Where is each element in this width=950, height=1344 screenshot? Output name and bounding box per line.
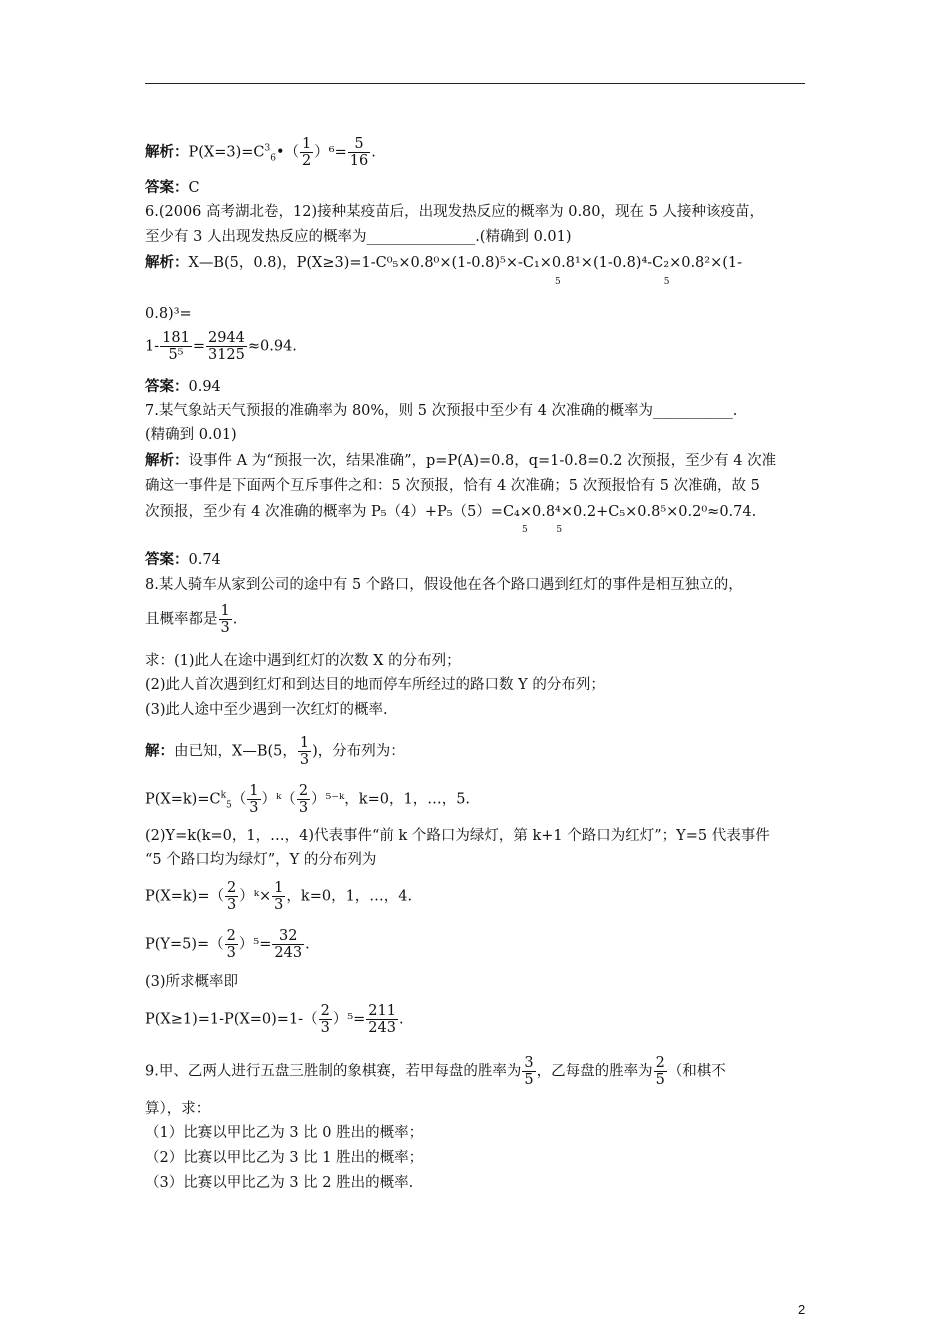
- question-8-part-2: (2)此人首次遇到红灯和到达目的地而停车所经过的路口数 Y 的分布列；: [145, 677, 605, 693]
- header-rule: [145, 83, 805, 84]
- solution-line-q8: 解：由已知，X—B(5， $\frac{1}{3}$ )，分布列为：: [145, 735, 405, 768]
- distribution-y: P(X=k)=（ $\frac{2}{3}$ ）ᵏ× $\frac{1}{3}$ ，k=0，1，…，4.: [145, 880, 413, 913]
- question-8-line-1: 8.某人骑车从家到公司的途中有 5 个路口，假设他在各个路口遇到红灯的事件是相互独立的，: [145, 577, 743, 593]
- solution-label: 解析：: [145, 143, 189, 161]
- fraction: $\frac{32}{243}$: [274, 928, 303, 961]
- solution-subscripts: 5 5: [555, 277, 670, 287]
- solution-line-q6-cont: 0.8)³=: [145, 306, 192, 322]
- solution-label: 解析：: [145, 254, 189, 271]
- answer-line-q7: 答案：0.74: [145, 551, 221, 568]
- question-6-line-1: 6.(2006 高考湖北卷，12)接种某疫苗后，出现发热反应的概率为 0.80，现在 5 人接种该疫苗，: [145, 204, 764, 220]
- probability-y5: P(Y=5)=（ $\frac{2}{3}$ ）⁵= $\frac{32}{243}$ .: [145, 928, 310, 961]
- question-7-line-1: 7.某气象站天气预报的准确率为 80%，则 5 次预报中至少有 4 次准确的概率为___________.: [145, 403, 738, 419]
- solution-subscripts: 5 5: [522, 525, 563, 535]
- solution-label: 解析：: [145, 452, 189, 469]
- solution-q8-part-3: (3)所求概率即: [145, 974, 239, 990]
- fraction: $\frac{2944}{3125}$: [207, 330, 245, 363]
- answer-label: 答案：: [145, 551, 189, 568]
- fraction: $\frac{2}{5}$: [655, 1055, 665, 1088]
- question-7-line-2: (精确到 0.01): [145, 427, 237, 443]
- solution-label: 解：: [145, 742, 174, 760]
- fraction: $\frac{1}{3}$: [249, 783, 259, 816]
- answer-label: 答案：: [145, 179, 189, 196]
- distribution-x: $P(X=k)=C^k_5$（ $\frac{1}{3}$ ）ᵏ（ $\frac{2}{3}$ ）⁵⁻ᵏ，k=0，1，…，5.: [145, 783, 471, 816]
- fraction: $\frac{181}{\text{5⁵}}$: [162, 330, 190, 363]
- fraction: $\frac{1}{3}$: [299, 735, 310, 768]
- question-8-part-1: 求：(1)此人在途中遇到红灯的次数 X 的分布列；: [145, 653, 461, 669]
- page-number: 2: [798, 1302, 806, 1317]
- fraction: $\frac{1}{3}$: [220, 603, 230, 636]
- solution-line-q6: 解析：X—B(5，0.8)，P(X≥3)=1-C⁰₅×0.8⁰×(1-0.8)⁵×-C₁×0.8¹×(1-0.8)⁴-C₂×0.8²×(1-: [145, 254, 743, 271]
- fraction: $\frac{1}{2}$: [302, 136, 312, 169]
- solution-line-q7-3: 次预报，至少有 4 次准确的概率为 P₅（4）+P₅（5）=C₄×0.8⁴×0.2+C₅×0.8⁵×0.2⁰≈0.74.: [145, 504, 757, 520]
- answer-label: 答案：: [145, 378, 189, 395]
- fraction: $\frac{2}{3}$: [298, 783, 309, 816]
- question-6-line-2: 至少有 3 人出现发热反应的概率为_______________.(精确到 0.01): [145, 229, 572, 245]
- answer-line-q6: 答案：0.94: [145, 378, 221, 395]
- fraction: $\frac{2}{3}$: [226, 880, 237, 913]
- fraction: $\frac{2}{3}$: [320, 1003, 330, 1036]
- solution-q8-part-2-line-2: “5 个路口均为绿灯”，Y 的分布列为: [145, 852, 377, 868]
- solution-result-q6: 1- $\frac{181}{\text{5⁵}}$ = $\frac{2944}{3125}$ ≈0.94.: [145, 330, 297, 363]
- fraction: $\frac{2}{3}$: [226, 928, 236, 961]
- question-8-part-3: (3)此人途中至少遇到一次红灯的概率.: [145, 702, 388, 718]
- fraction: $\frac{3}{5}$: [524, 1055, 534, 1088]
- question-9-line-1: 9.甲、乙两人进行五盘三胜制的象棋赛，若甲每盘的胜率为 $\frac{3}{5}$ ，乙每盘的胜率为 $\frac{2}{5}$ （和棋不: [145, 1055, 726, 1088]
- probability-at-least-one: P(X≥1)=1-P(X=0)=1-（ $\frac{2}{3}$ ）⁵= $\frac{211}{243}$ .: [145, 1003, 404, 1036]
- solution-line-q7-2: 确这一事件是下面两个互斥事件之和：5 次预报，恰有 4 次准确；5 次预报恰有 5 次准确，故 5: [145, 478, 760, 494]
- question-8-line-2: 且概率都是 $\frac{1}{3}$ .: [145, 603, 238, 636]
- fraction: $\frac{211}{243}$: [368, 1003, 396, 1036]
- fraction: $\frac{1}{3}$: [274, 880, 284, 913]
- question-9-part-2: （2）比赛以甲比乙为 3 比 1 胜出的概率；: [145, 1150, 424, 1166]
- solution-line-q5: 解析：$P(X=3)=C^3_6•$（ $\frac{1}{2}$ ）⁶= $\frac{5}{16}$ .: [145, 136, 376, 169]
- answer-line-q5: 答案：C: [145, 179, 200, 196]
- solution-line-q7: 解析：设事件 A 为“预报一次，结果准确”，p=P(A)=0.8，q=1-0.8=0.2 次预报，至少有 4 次准: [145, 452, 777, 469]
- question-9-line-2: 算），求：: [145, 1101, 211, 1117]
- question-9-part-3: （3）比赛以甲比乙为 3 比 2 胜出的概率.: [145, 1175, 414, 1191]
- solution-q8-part-2-line-1: (2)Y=k(k=0，1，…，4)代表事件“前 k 个路口为绿灯，第 k+1 个路口为红灯”；Y=5 代表事件: [145, 828, 770, 844]
- question-9-part-1: （1）比赛以甲比乙为 3 比 0 胜出的概率；: [145, 1125, 424, 1141]
- fraction: $\frac{5}{16}$: [349, 136, 369, 169]
